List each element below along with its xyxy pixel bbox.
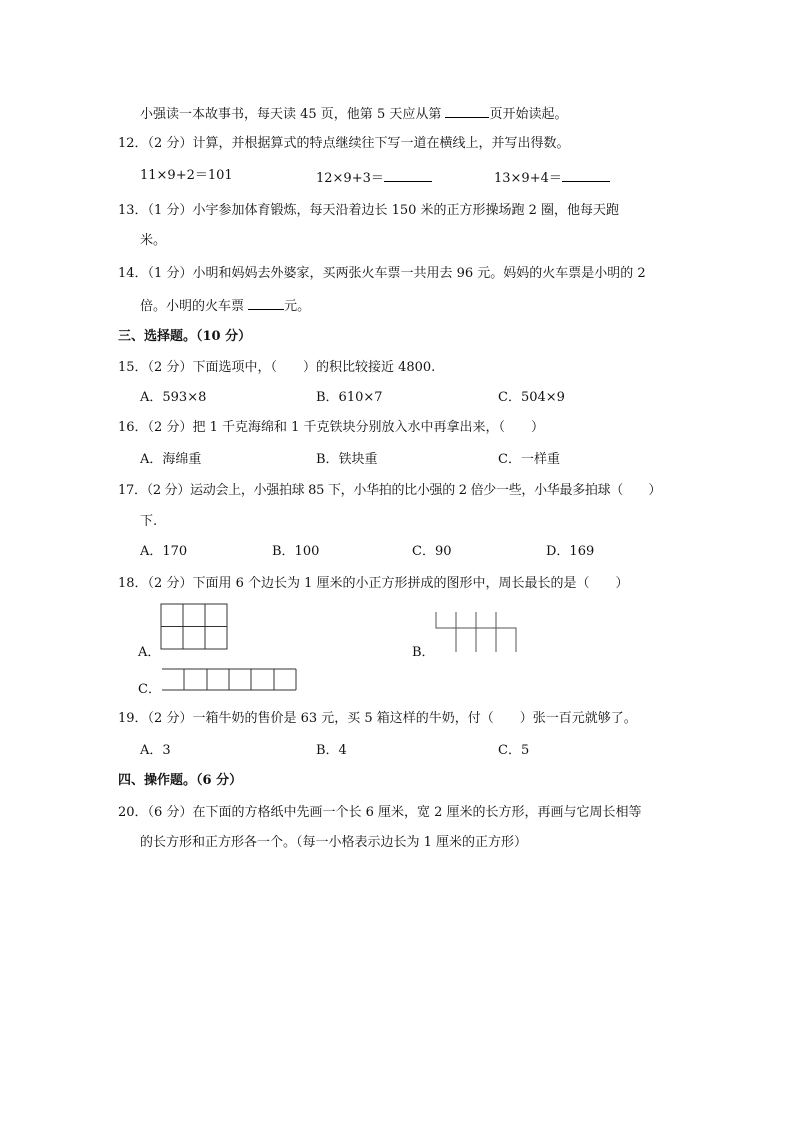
- figure-a-2x3-grid: [160, 603, 230, 651]
- figure-b-cross-shape: [434, 610, 520, 656]
- q12-item-3: [494, 168, 610, 187]
- q11-text: 小强读一本故事书，每天读 45 页，他第 5 天应从第: [140, 107, 446, 122]
- q14-line2: [140, 296, 310, 315]
- q16-stem: 16．（2 分）把 1 千克海绵和 1 千克铁块分别放入水中再拿出来，（ ）: [118, 420, 545, 435]
- answer-blank[interactable]: [384, 168, 432, 182]
- q17-option-b[interactable]: B．100: [272, 544, 320, 559]
- q12-item-2-text: 12×9+3＝: [316, 171, 384, 186]
- q18-option-a[interactable]: A．: [138, 645, 161, 660]
- answer-blank[interactable]: [445, 104, 489, 118]
- q19-option-b[interactable]: B．4: [316, 743, 347, 758]
- q20-line2: 的长方形和正方形各一个。（每一小格表示边长为 1 厘米的正方形）: [140, 835, 528, 850]
- figure-c-1x6-row: [160, 668, 298, 692]
- q13-line1: 13．（1 分）小宇参加体育锻炼，每天沿着边长 150 米的正方形操场跑 2 圈，他每天跑: [118, 203, 620, 218]
- q17-line2: 下.: [140, 514, 158, 529]
- q19-stem: 19．（2 分）一箱牛奶的售价是 63 元，买 5 箱这样的牛奶，付（ ）张一百元就够了。: [118, 711, 637, 726]
- answer-blank[interactable]: [562, 168, 610, 182]
- q14-text: 倍。小明的火车票: [140, 299, 249, 314]
- q16-option-a[interactable]: A．海绵重: [140, 452, 202, 467]
- section-3-heading: 三、选择题。（10 分）: [118, 329, 252, 344]
- q17-option-d[interactable]: D．169: [546, 544, 595, 559]
- q15-stem: 15．（2 分）下面选项中，（ ）的积比较接近 4800.: [118, 360, 436, 375]
- q18-option-b[interactable]: B．: [412, 645, 435, 660]
- section-4-heading: 四、操作题。（6 分）: [118, 773, 243, 788]
- q12-item-3-text: 13×9+4＝: [494, 171, 562, 186]
- q14-text-after: 元。: [284, 299, 311, 314]
- q11-continuation: [140, 104, 568, 123]
- q16-option-b[interactable]: B．铁块重: [316, 452, 378, 467]
- q19-option-a[interactable]: A．3: [140, 743, 171, 758]
- q18-option-c[interactable]: C．: [138, 682, 161, 697]
- q15-option-b[interactable]: B．610×7: [316, 390, 383, 405]
- q12-item-2: [316, 168, 432, 187]
- q11-text-after: 页开始读起。: [489, 107, 568, 122]
- q15-option-c[interactable]: C．504×9: [498, 390, 565, 405]
- q18-stem: 18．（2 分）下面用 6 个边长为 1 厘米的小正方形拼成的图形中，周长最长的是（ ）: [118, 576, 629, 591]
- q19-option-c[interactable]: C．5: [498, 743, 530, 758]
- q16-option-c[interactable]: C．一样重: [498, 452, 560, 467]
- q12-item-1: 11×9+2＝101: [140, 168, 233, 183]
- answer-blank[interactable]: [248, 296, 284, 310]
- q13-line2: 米。: [140, 233, 167, 248]
- q17-option-a[interactable]: A．170: [140, 544, 188, 559]
- q17-option-c[interactable]: C．90: [412, 544, 452, 559]
- q14-line1: 14．（1 分）小明和妈妈去外婆家，买两张火车票一共用去 96 元。妈妈的火车票是小明的 2: [118, 266, 646, 281]
- q15-option-a[interactable]: A．593×8: [140, 390, 207, 405]
- q20-line1: 20．（6 分）在下面的方格纸中先画一个长 6 厘米，宽 2 厘米的长方形，再画与它周长相等: [118, 805, 642, 820]
- q12-stem: 12．（2 分）计算，并根据算式的特点继续往下写一道在横线上，并写出得数。: [118, 136, 570, 151]
- q17-line1: 17．（2 分）运动会上，小强拍球 85 下，小华拍的比小强的 2 倍少一些，小华最多拍球（ ）: [118, 483, 662, 498]
